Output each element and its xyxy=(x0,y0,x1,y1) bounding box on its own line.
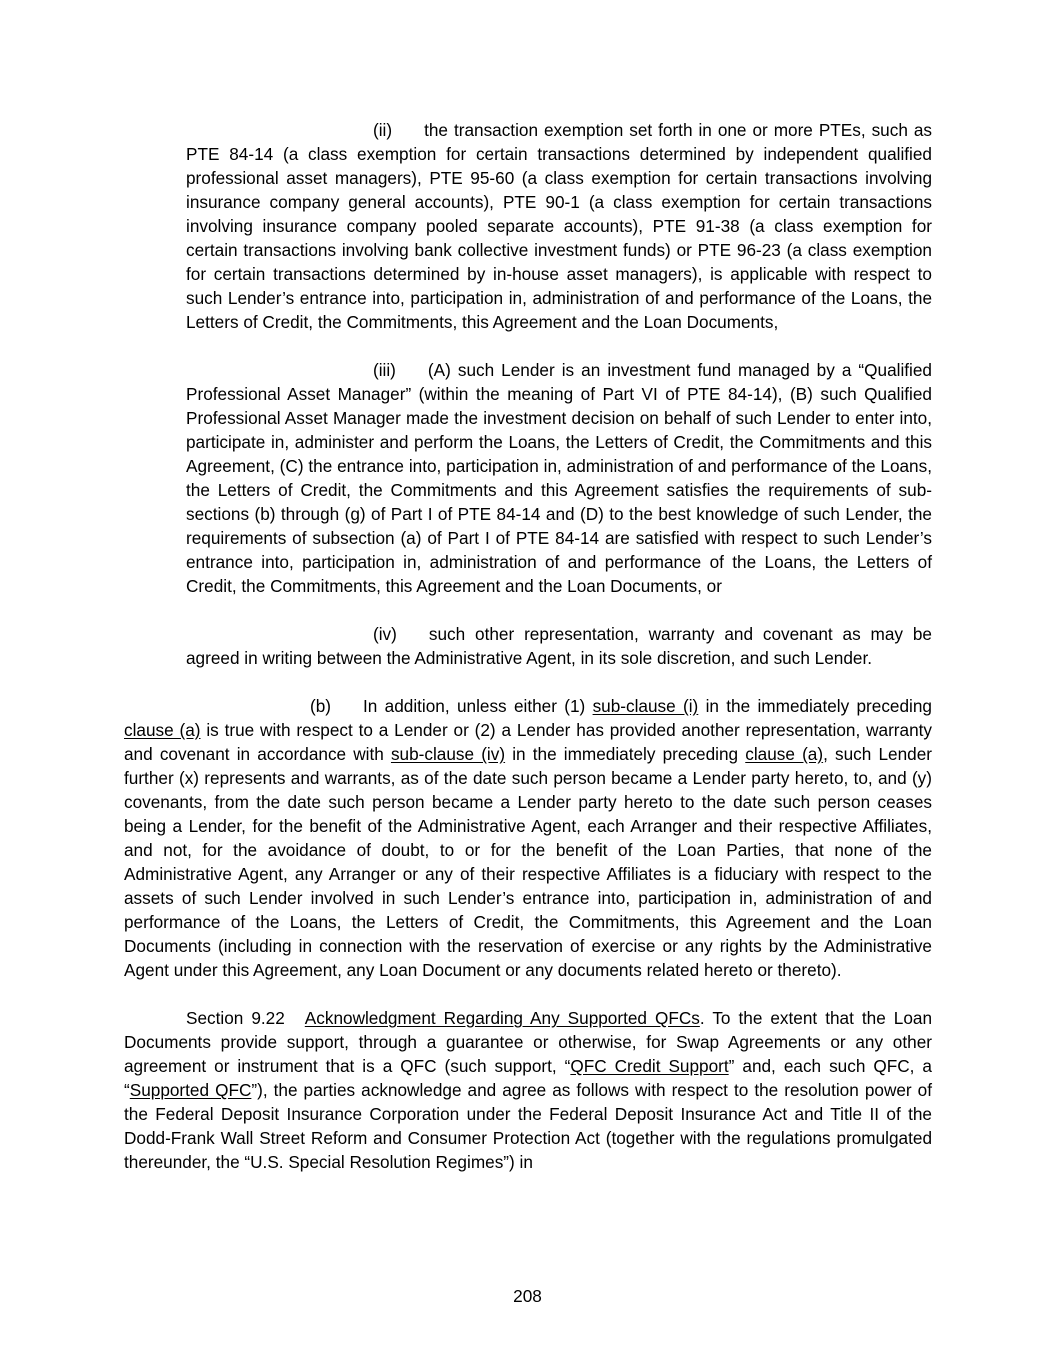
clause-ii-label: (ii) xyxy=(373,120,393,140)
cross-reference-clause-a: clause (a) xyxy=(745,744,824,764)
clause-iv-paragraph xyxy=(186,622,932,670)
section-text: ” and, each such QFC, a “ xyxy=(124,1056,932,1100)
section-heading: Acknowledgment Regarding Any Supported QFCs xyxy=(304,1008,700,1028)
clause-iii-text: (A) such Lender is an investment fund managed by a “Qualified Professional Asset Manager” (within the meaning of Part VI of PTE 84-14), (B) such Qualified Professional Asset Manager made the investment decision on behalf of such Lender to enter into, participate in, administer and perform the Loans, the Letters of Credit, the Commitments and this Agreement, (C) the entrance into, participation in, administration of and performance of the Loans, the Letters of Credit, the Commitments and this Agreement satisfies the requirements of sub-sections (b) through (g) of Part I of PTE 84-14 and (D) to the best knowledge of such Lender, the requirements of subsection (a) of Part I of PTE 84-14 are satisfied with respect to such Lender’s entrance into, participation in, administration of and performance of the Loans, the Letters of Credit, the Commitments, this Agreement and the Loan Documents, or xyxy=(186,360,932,596)
section-number-label: Section 9.22 xyxy=(186,1008,285,1028)
defined-term-qfc-credit-support: QFC Credit Support xyxy=(570,1056,729,1076)
section-text: . To the extent that the Loan Documents provide support, through a guarantee or otherwise, for Swap Agreements or any other agreement or instrument that is a QFC (such support, “ xyxy=(124,1008,933,1076)
clause-ii-paragraph xyxy=(186,118,932,334)
clause-iii-label: (iii) xyxy=(373,360,396,380)
cross-reference-sub-clause-iv: sub-clause (iv) xyxy=(390,744,506,764)
page-number: 208 xyxy=(513,1286,542,1306)
cross-reference-sub-clause-i: sub-clause (i) xyxy=(592,696,699,716)
clause-b-text: is true with respect to a Lender or (2) a Lender has provided another representation, warranty and covenant in accordance with xyxy=(124,720,933,764)
clause-b-text: in the immediately preceding xyxy=(505,744,746,764)
section-9-22-paragraph xyxy=(124,1006,932,1174)
defined-term-supported-qfc: Supported QFC xyxy=(129,1080,252,1100)
clause-b-text: In addition, unless either (1) xyxy=(363,696,593,716)
clause-ii-text: the transaction exemption set forth in one or more PTEs, such as PTE 84-14 (a class exemption for certain transactions determined by independent qualified professional asset managers), PTE 95-60 (a class exemption for certain transactions involving insurance company general accounts), PTE 90-1 (a class exemption for certain transactions involving insurance company pooled separate accounts), PTE 91-38 (a class exemption for certain transactions involving bank collective investment funds) or PTE 96-23 (a class exemption for certain transactions determined by in-house asset managers), is applicable with respect to such Lender’s entrance into, participation in, administration of and performance of the Loans, the Letters of Credit, the Commitments, this Agreement and the Loan Documents, xyxy=(186,120,932,332)
clause-iv-label: (iv) xyxy=(373,624,397,644)
clause-b-text: in the immediately preceding xyxy=(698,696,932,716)
clause-b-label: (b) xyxy=(310,696,332,716)
section-text: ”), the parties acknowledge and agree as follows with respect to the resolution power of the Federal Deposit Insurance Corporation under the Federal Deposit Insurance Act and Title II of the Dodd-Frank Wall Street Reform and Consumer Protection Act (together with the regulations promulgated thereunder, the “U.S. Special Resolution Regimes”) in xyxy=(124,1080,932,1172)
clause-iii-paragraph xyxy=(186,358,932,598)
cross-reference-clause-a: clause (a) xyxy=(124,720,201,740)
clause-b-text: , such Lender further (x) represents and warrants, as of the date such person became a Lender party hereto, to, and (y) covenants, from the date such person became a Lender party hereto to the date such person ceases being a Lender, for the benefit of the Administrative Agent, each Arranger and their respective Affiliates, and not, for the avoidance of doubt, to or for the benefit of the Loan Parties, that none of the Administrative Agent, any Arranger or any of their respective Affiliates is a fiduciary with respect to the assets of such Lender involved in such Lender’s entrance into, participation in, administration of and performance of the Loans, the Letters of Credit, the Commitments, this Agreement and the Loan Documents (including in connection with the reservation of exercise or any rights by the Administrative Agent under this Agreement, any Loan Document or any documents related hereto or thereto). xyxy=(124,744,932,980)
clause-iv-text: such other representation, warranty and covenant as may be agreed in writing between the Administrative Agent, in its sole discretion, and such Lender. xyxy=(186,624,932,668)
clause-b-paragraph xyxy=(124,694,932,982)
